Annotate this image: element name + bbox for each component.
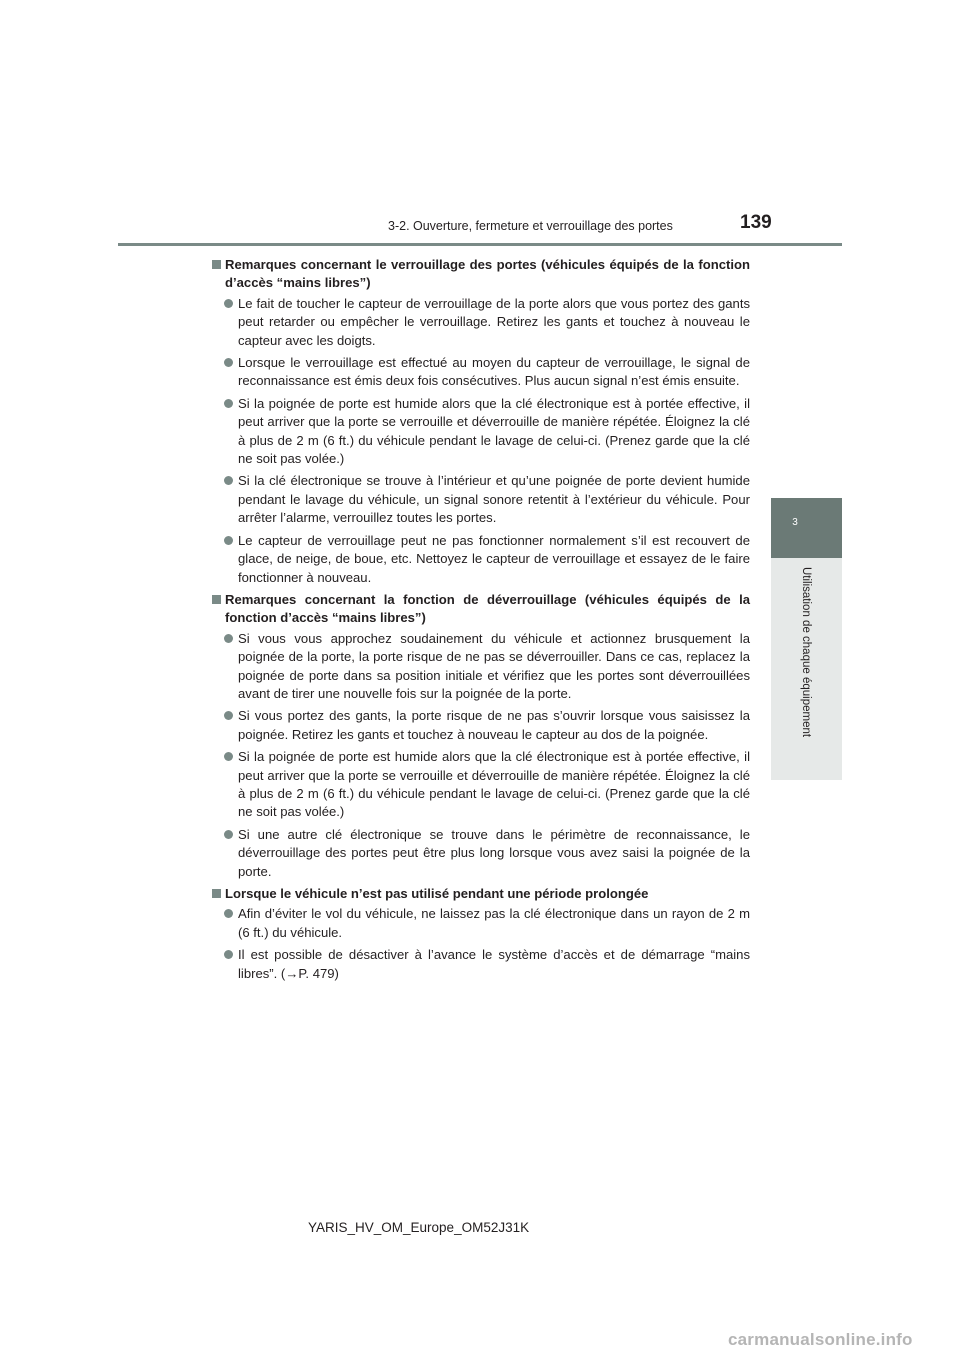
list-item-text: Si vous vous approchez soudainement du véhicule et actionnez brusquement la poignée de la porte, la porte risque de ne pas se déverrouiller. Dans ce cas, replacez la poignée de porte dans sa position initiale et vérifiez que les portes sont déverrouillées avant de tirer une nouvelle fois sur la poignée de la porte. (238, 630, 750, 701)
list-item-text: Si une autre clé électronique se trouve dans le périmètre de reconnaissance, le déverrouillage des portes peut être plus long lorsque vous avez saisi la poignée de la porte. (238, 826, 750, 879)
circle-bullet-icon (224, 909, 233, 918)
section-locking-notes (212, 256, 750, 587)
square-bullet-icon (212, 889, 221, 898)
section-unlocking-notes (212, 591, 750, 881)
list-item-text: Si la clé électronique se trouve à l’intérieur et qu’une poignée de porte devient humide pendant le lavage du véhicule, un signal sonore retentit à l’extérieur du véhicule. Pour arrêter l’alarme, verrouillez toutes les portes. (238, 473, 750, 526)
watermark: carmanualsonline.info (728, 1330, 913, 1349)
circle-bullet-icon (224, 711, 233, 720)
list-item (212, 905, 750, 942)
section-heading (212, 256, 750, 293)
square-bullet-icon (212, 595, 221, 604)
list-item-text: Si la poignée de porte est humide alors que la clé électronique est à portée effective, il peut arriver que la porte se verrouille et déverrouille de manière répétée. Éloignez la clé à plus de 2 m (6 ft.) du véhicule pendant le lavage de celui-ci. (Prenez garde que la clé ne soit pas volée.) (238, 395, 750, 467)
list-item (212, 354, 750, 391)
circle-bullet-icon (224, 358, 233, 367)
circle-bullet-icon (224, 752, 233, 761)
circle-bullet-icon (224, 476, 233, 485)
circle-bullet-icon (224, 399, 233, 408)
section-heading-text: Remarques concernant la fonction de déverrouillage (véhicules équipés de la fonction d’accès “mains libres”) (225, 591, 750, 626)
section-heading (212, 885, 750, 903)
list-item-text: Le capteur de verrouillage peut ne pas fonctionner normalement s’il est recouvert de glace, de neige, de boue, etc. Nettoyez le capteur de verrouillage et essayez de le faire fonctionner à nouveau. (238, 532, 750, 585)
chapter-label: Utilisation de chaque équipement (800, 567, 812, 738)
list-item (212, 748, 750, 822)
list-item (212, 630, 750, 704)
circle-bullet-icon (224, 536, 233, 545)
section-long-term-storage (212, 885, 750, 983)
chapter-number: 3 (792, 517, 798, 528)
list-item-text: Si la poignée de porte est humide alors que la clé électronique est à portée effective, il peut arriver que la porte se verrouille et déverrouille de manière répétée. Éloignez la clé à plus de 2 m (6 ft.) du véhicule pendant le lavage de celui-ci. (Prenez garde que la clé ne soit pas volée.) (238, 749, 750, 820)
list-item (212, 826, 750, 881)
list-item-text: Lorsque le verrouillage est effectué au moyen du capteur de verrouillage, le signal de reconnaissance est émis deux fois consécutives. Plus aucun signal n’est émis ensuite. (238, 355, 750, 389)
list-item (212, 532, 750, 587)
list-item-text: Il est possible de désactiver à l’avance le système d’accès et de démarrage “mains libres”. (→P. 479) (238, 947, 750, 981)
list-item (212, 295, 750, 350)
list-item (212, 472, 750, 527)
page-number: 139 (740, 212, 772, 233)
list-item-text: Si vous portez des gants, la porte risque de ne pas s’ouvrir lorsque vous saisissez la poignée. Retirez les gants et touchez à nouveau le capteur au dos de la poignée. (238, 708, 750, 742)
header-title: 3-2. Ouverture, fermeture et verrouillage des portes (388, 219, 673, 233)
circle-bullet-icon (224, 299, 233, 308)
list-item-text: Le fait de toucher le capteur de verrouillage de la porte alors que vous portez des gants peut retarder ou empêcher le verrouillage. Retirez les gants et touchez à nouveau le capteur avec les doigts. (238, 295, 750, 348)
section-heading-text: Remarques concernant le verrouillage des portes (véhicules équipés de la fonction d’accès “mains libres”) (225, 257, 750, 291)
circle-bullet-icon (224, 830, 233, 839)
list-item-text: Afin d’éviter le vol du véhicule, ne laissez pas la clé électronique dans un rayon de 2 m (6 ft.) du véhicule. (238, 906, 750, 940)
section-heading-text: Lorsque le véhicule n’est pas utilisé pendant une période prolongée (225, 886, 649, 901)
document-code: YARIS_HV_OM_Europe_OM52J31K (308, 1220, 530, 1235)
list-item (212, 395, 750, 469)
section-heading (212, 591, 750, 628)
list-item (212, 707, 750, 744)
chapter-tab (771, 498, 842, 558)
circle-bullet-icon (224, 634, 233, 643)
main-content (212, 256, 750, 987)
list-item (212, 946, 750, 983)
circle-bullet-icon (224, 950, 233, 959)
header-divider (118, 243, 842, 246)
square-bullet-icon (212, 260, 221, 269)
